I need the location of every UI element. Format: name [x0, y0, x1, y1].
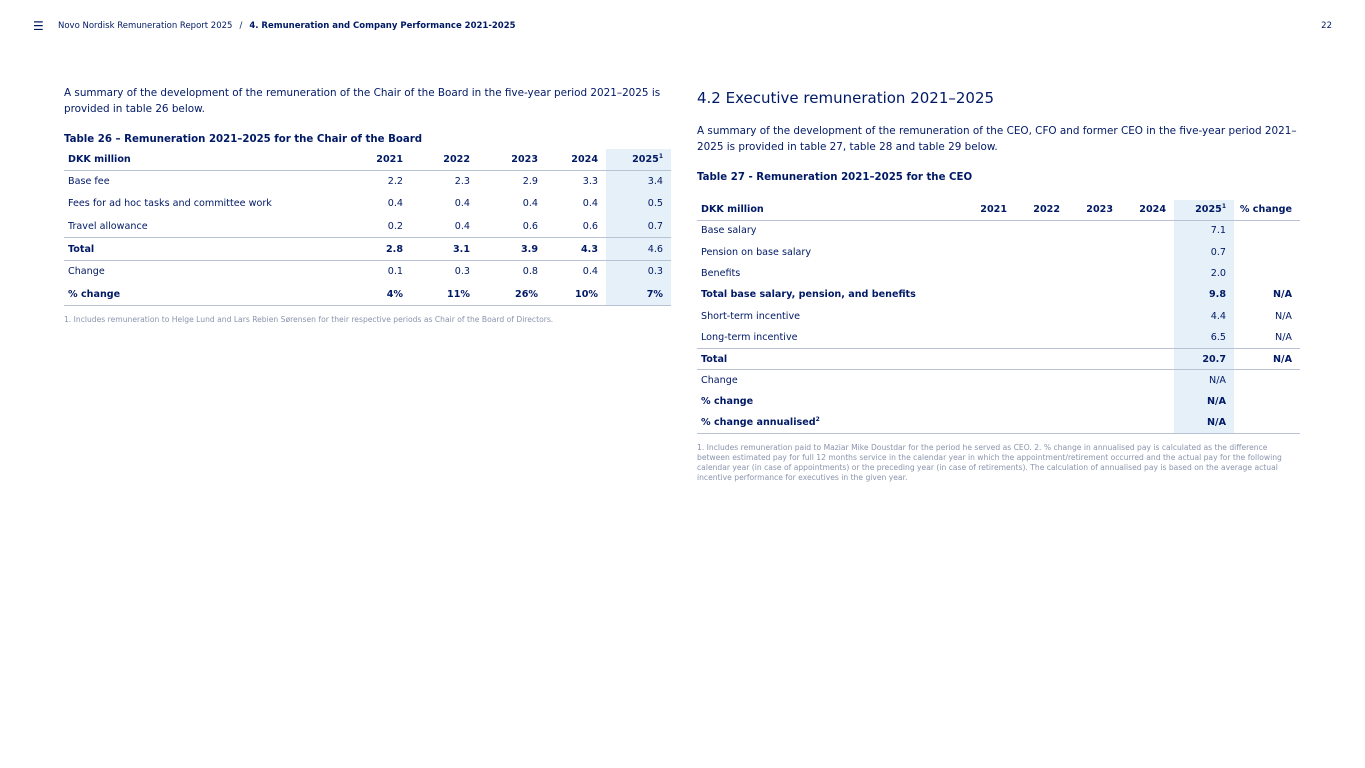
cell: 0.7 [1174, 241, 1234, 262]
column-header: 2023 [1068, 200, 1121, 220]
cell [960, 306, 1015, 327]
table-27-title: Table 27 - Remuneration 2021–2025 for the CEO [697, 172, 973, 183]
cell [1121, 413, 1174, 434]
row-label: Pension on base salary [701, 246, 812, 258]
cell: 2.2 [387, 176, 403, 188]
table-row-subtotal [697, 284, 1300, 305]
table-26-title: Table 26 – Remuneration 2021–2025 for the Chair of the Board [64, 134, 423, 145]
cell: 0.4 [582, 198, 598, 210]
cell [1015, 306, 1068, 327]
table-26 [64, 149, 671, 306]
cell [1234, 391, 1300, 412]
cell: 2.8 [341, 238, 411, 261]
cell [1121, 306, 1174, 327]
cell [1121, 391, 1174, 412]
cell [1015, 370, 1068, 391]
cell: 3.1 [411, 238, 478, 261]
row-label: Base fee [68, 176, 110, 188]
table-row-total [64, 238, 671, 261]
cell [960, 391, 1015, 412]
cell: 0.4 [411, 215, 478, 238]
cell [1015, 241, 1068, 262]
breadcrumb-report-title[interactable]: Novo Nordisk Remuneration Report 2025 [58, 21, 233, 31]
column-header: 2022 [411, 149, 478, 170]
cell: N/A [1275, 310, 1292, 322]
cell: 7% [606, 283, 671, 306]
row-label: % change [64, 283, 341, 306]
breadcrumb-current-section: 4. Remuneration and Company Performance 2021-2025 [249, 21, 516, 31]
table-row [697, 391, 1300, 412]
cell: N/A [1174, 391, 1234, 412]
cell [1068, 284, 1121, 305]
cell: 3.4 [606, 170, 671, 193]
row-label: Total [697, 348, 960, 369]
column-header-label: 2025 [632, 153, 659, 165]
column-header-2025 [606, 149, 671, 170]
cell [960, 413, 1015, 434]
column-header-2025 [1174, 200, 1234, 220]
cell: 0.3 [454, 266, 470, 278]
cell [1234, 220, 1300, 241]
cell [1121, 370, 1174, 391]
page-number: 22 [1321, 21, 1332, 31]
cell [1068, 306, 1121, 327]
cell: 6.5 [1174, 327, 1234, 348]
cell: 0.2 [341, 215, 411, 238]
cell [1068, 413, 1121, 434]
table-row-total [697, 348, 1300, 369]
row-label [697, 413, 960, 434]
table-row [64, 193, 671, 216]
row-label: % change [701, 396, 754, 408]
table-row [697, 327, 1300, 348]
cell [1068, 220, 1121, 241]
breadcrumb-separator: / [239, 21, 243, 31]
cell [1015, 327, 1068, 348]
table-row [64, 260, 671, 283]
cell: 0.4 [582, 266, 598, 278]
cell [1121, 263, 1174, 284]
table-header-row [697, 200, 1300, 220]
right-column [697, 85, 1300, 483]
cell: 20.7 [1174, 348, 1234, 369]
cell: N/A [1273, 289, 1292, 301]
cell: 0.1 [387, 266, 403, 278]
column-header: 2021 [341, 149, 411, 170]
cell: 2.3 [454, 176, 470, 188]
left-column [64, 85, 671, 325]
cell [1068, 391, 1121, 412]
cell [1015, 348, 1068, 369]
cell [1015, 220, 1068, 241]
cell [1015, 263, 1068, 284]
cell: 0.8 [522, 266, 538, 278]
cell: 4.6 [606, 238, 671, 261]
cell: 0.4 [454, 198, 470, 210]
cell [1015, 391, 1068, 412]
row-label: Base salary [701, 225, 757, 237]
cell: 4% [341, 283, 411, 306]
cell [1121, 220, 1174, 241]
cell: 7.1 [1174, 220, 1234, 241]
cell [1068, 370, 1121, 391]
cell: 0.5 [606, 193, 671, 216]
cell: N/A [1174, 413, 1234, 434]
column-header: 2024 [546, 149, 606, 170]
footnote-marker: 1 [658, 152, 663, 160]
cell [1234, 413, 1300, 434]
table-row [64, 170, 671, 193]
cell [1068, 348, 1121, 369]
cell: 0.3 [606, 260, 671, 283]
cell: 26% [478, 283, 546, 306]
cell: 3.9 [478, 238, 546, 261]
cell [960, 220, 1015, 241]
cell [960, 241, 1015, 262]
column-header: % change [1234, 200, 1300, 220]
cell: N/A [1174, 370, 1234, 391]
cell: 9.8 [1174, 284, 1234, 305]
cell: 11% [411, 283, 478, 306]
table-row [697, 220, 1300, 241]
row-label: Change [701, 375, 738, 387]
cell: 2.9 [522, 176, 538, 188]
breadcrumb [58, 21, 516, 31]
row-label: Benefits [701, 267, 741, 279]
table-27 [697, 200, 1300, 434]
table-row [697, 370, 1300, 391]
column-header: 2021 [960, 200, 1015, 220]
table-row [64, 215, 671, 238]
row-label: Long-term incentive [697, 327, 960, 348]
table-27-footnote: 1. Includes remuneration paid to Maziar Mike Doustdar for the period he served as CEO. 2. % change in annualised pay is calculated as the difference between estimated pay for full 12 months service in the calendar year in which the appointment/retirement occurred and the actual pay for the following calendar year (in case of appointments) or the preceding year (in case of retirements). The calculation of annualised pay is based on the average actual incentive performance for executives in the given year. [697, 443, 1282, 483]
footnote-marker: 2 [815, 416, 820, 424]
cell: 0.7 [606, 215, 671, 238]
column-header: DKK million [697, 200, 960, 220]
column-header: 2022 [1015, 200, 1068, 220]
chair-intro-text: A summary of the development of the remuneration of the Chair of the Board in the five-year period 2021–2025 is provided in table 26 below. [64, 87, 661, 115]
table-row [697, 263, 1300, 284]
cell: 4.3 [546, 238, 606, 261]
section-title: 4.2 Executive remuneration 2021–2025 [697, 89, 995, 107]
cell [960, 284, 1015, 305]
row-label-text: % change annualised [701, 417, 816, 429]
row-label: Fees for ad hoc tasks and committee work [68, 198, 272, 210]
top-bar [0, 0, 1365, 52]
cell [960, 263, 1015, 284]
cell [960, 370, 1015, 391]
table-header-row [64, 149, 671, 170]
column-header: 2024 [1121, 200, 1174, 220]
cell: 0.4 [387, 198, 403, 210]
table-row [697, 306, 1300, 327]
cell [1015, 413, 1068, 434]
cell: 10% [546, 283, 606, 306]
column-header: 2023 [478, 149, 546, 170]
cell [1068, 327, 1121, 348]
cell: N/A [1234, 348, 1300, 369]
cell [1234, 263, 1300, 284]
cell: 4.4 [1174, 306, 1234, 327]
row-label: Travel allowance [64, 215, 341, 238]
row-label: Short-term incentive [701, 310, 801, 322]
footnote-marker: 1 [1221, 203, 1226, 211]
menu-icon[interactable]: ☰ [33, 19, 44, 33]
cell [1121, 241, 1174, 262]
cell [960, 348, 1015, 369]
cell: 3.3 [582, 176, 598, 188]
cell [1234, 241, 1300, 262]
cell [1015, 284, 1068, 305]
cell: 0.4 [522, 198, 538, 210]
cell [1068, 241, 1121, 262]
cell [1121, 348, 1174, 369]
column-header: DKK million [64, 149, 341, 170]
cell [1234, 370, 1300, 391]
row-label: Change [68, 266, 105, 278]
table-row [64, 283, 671, 306]
row-label: Total base salary, pension, and benefits [701, 289, 916, 301]
cell: 0.6 [478, 215, 546, 238]
row-label: Total [64, 238, 341, 261]
cell [960, 327, 1015, 348]
table-26-footnote: 1. Includes remuneration to Helge Lund and Lars Rebien Sørensen for their respective periods as Chair of the Board of Directors. [64, 315, 554, 325]
executive-intro-text: A summary of the development of the remuneration of the CEO, CFO and former CEO in the five-year period 2021–2025 is provided in table 27, table 28 and table 29 below. [697, 125, 1297, 153]
column-header-label: 2025 [1195, 204, 1222, 216]
cell: N/A [1234, 327, 1300, 348]
table-row [697, 413, 1300, 434]
table-row [697, 241, 1300, 262]
cell [1121, 284, 1174, 305]
cell [1121, 327, 1174, 348]
cell: 2.0 [1174, 263, 1234, 284]
cell: 0.6 [546, 215, 606, 238]
cell [1068, 263, 1121, 284]
